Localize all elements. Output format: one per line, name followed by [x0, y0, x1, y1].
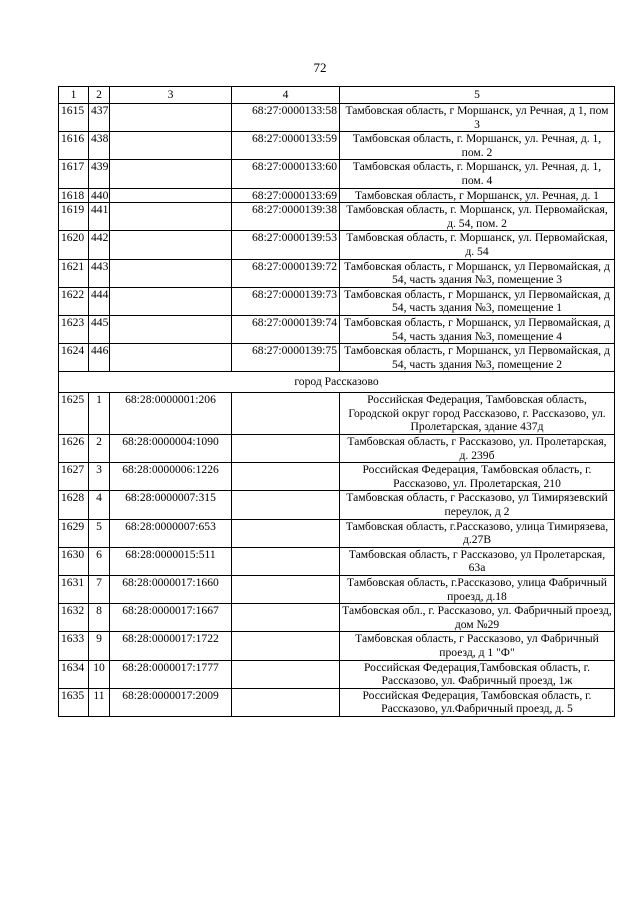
cadastral-number-cell: 68:28:0000017:1660: [110, 576, 232, 604]
cadastral-number-alt-cell: 68:27:0000133:59: [232, 132, 340, 160]
address-cell: Российская Федерация, Тамбовская область, г. Рассказово, ул.Фабричный проезд, д. 5: [340, 688, 615, 716]
local-number-cell: 441: [89, 203, 110, 231]
local-number-cell: 438: [89, 132, 110, 160]
cadastral-number-cell: [110, 203, 232, 231]
cadastral-number-cell: [110, 132, 232, 160]
local-number-cell: 444: [89, 287, 110, 315]
table-row: [59, 203, 615, 231]
local-number-cell: 10: [89, 660, 110, 688]
table-row: [59, 632, 615, 660]
row-number-cell: 1622: [59, 287, 89, 315]
address-cell: Тамбовская обл., г. Рассказово, ул. Фабричный проезд, дом №29: [340, 604, 615, 632]
address-cell: Тамбовская область, г.Рассказово, улица Фабричный проезд, д.18: [340, 576, 615, 604]
cadastral-number-cell: 68:28:0000001:206: [110, 393, 232, 435]
row-number-cell: 1633: [59, 632, 89, 660]
table-row: [59, 104, 615, 132]
address-cell: Тамбовская область, г Рассказово, ул. Пролетарская, д. 239б: [340, 435, 615, 463]
row-number-cell: 1623: [59, 315, 89, 343]
local-number-cell: 4: [89, 491, 110, 519]
table-row: [59, 519, 615, 547]
row-number-cell: 1624: [59, 344, 89, 372]
cadastral-number-cell: 68:28:0000017:1777: [110, 660, 232, 688]
row-number-cell: 1620: [59, 231, 89, 259]
cadastral-number-cell: [110, 188, 232, 203]
local-number-cell: 440: [89, 188, 110, 203]
cadastral-number-alt-cell: 68:27:0000133:58: [232, 104, 340, 132]
local-number-cell: 8: [89, 604, 110, 632]
table-row: [59, 315, 615, 343]
cadastral-number-alt-cell: [232, 519, 340, 547]
table-row: [59, 231, 615, 259]
cadastral-number-alt-cell: [232, 604, 340, 632]
cadastral-number-alt-cell: 68:27:0000133:69: [232, 188, 340, 203]
row-number-cell: 1629: [59, 519, 89, 547]
row-number-cell: 1628: [59, 491, 89, 519]
table-row: [59, 576, 615, 604]
cadastral-number-cell: [110, 344, 232, 372]
address-cell: Тамбовская область, г Моршанск, ул Первомайская, д 54, часть здания №3, помещение 1: [340, 287, 615, 315]
section-heading-row: [59, 372, 615, 393]
local-number-cell: 6: [89, 547, 110, 575]
cadastral-number-alt-cell: [232, 435, 340, 463]
table-row: [59, 160, 615, 188]
cadastral-number-alt-cell: [232, 463, 340, 491]
local-number-cell: 5: [89, 519, 110, 547]
table-row: [59, 132, 615, 160]
address-cell: Тамбовская область, г Моршанск, ул Первомайская, д 54, часть здания №3, помещение 2: [340, 344, 615, 372]
cadastral-number-cell: [110, 315, 232, 343]
cadastral-number-cell: 68:28:0000017:1722: [110, 632, 232, 660]
address-cell: Российская Федерация, Тамбовская область, г. Рассказово, ул. Пролетарская, 210: [340, 463, 615, 491]
address-cell: Тамбовская область, г Моршанск, ул Речная, д 1, пом 3: [340, 104, 615, 132]
local-number-cell: 445: [89, 315, 110, 343]
table-row: [59, 463, 615, 491]
address-cell: Тамбовская область, г Рассказово, ул Фабричный проезд, д 1 "Ф": [340, 632, 615, 660]
cadastral-number-cell: 68:28:0000015:511: [110, 547, 232, 575]
address-cell: Тамбовская область, г. Моршанск, ул. Первомайская, д. 54, пом. 2: [340, 203, 615, 231]
cadastral-number-cell: 68:28:0000017:1667: [110, 604, 232, 632]
cadastral-number-alt-cell: 68:27:0000139:74: [232, 315, 340, 343]
address-cell: Российская Федерация,Тамбовская область, г. Рассказово, ул. Фабричный проезд, 1ж: [340, 660, 615, 688]
cadastral-number-alt-cell: 68:27:0000139:75: [232, 344, 340, 372]
cadastral-number-cell: [110, 287, 232, 315]
header-cell: 2: [89, 87, 110, 104]
row-number-cell: 1634: [59, 660, 89, 688]
table-row: [59, 188, 615, 203]
header-cell: 5: [340, 87, 615, 104]
local-number-cell: 446: [89, 344, 110, 372]
local-number-cell: 7: [89, 576, 110, 604]
cadastral-number-alt-cell: 68:27:0000139:72: [232, 259, 340, 287]
row-number-cell: 1617: [59, 160, 89, 188]
local-number-cell: 3: [89, 463, 110, 491]
row-number-cell: 1631: [59, 576, 89, 604]
cadastral-number-cell: [110, 231, 232, 259]
address-cell: Тамбовская область, г.Рассказово, улица Тимирязева, д.27В: [340, 519, 615, 547]
local-number-cell: 443: [89, 259, 110, 287]
row-number-cell: 1630: [59, 547, 89, 575]
cadastral-number-alt-cell: [232, 576, 340, 604]
local-number-cell: 442: [89, 231, 110, 259]
cadastral-number-alt-cell: 68:27:0000133:60: [232, 160, 340, 188]
page-number: 72: [313, 60, 327, 75]
address-cell: Тамбовская область, г. Моршанск, ул. Речная, д. 1, пом. 2: [340, 132, 615, 160]
local-number-cell: 2: [89, 435, 110, 463]
local-number-cell: 9: [89, 632, 110, 660]
cadastral-number-alt-cell: [232, 660, 340, 688]
cadastral-number-cell: [110, 160, 232, 188]
address-cell: Тамбовская область, г Рассказово, ул Тимирязевский переулок, д 2: [340, 491, 615, 519]
cadastral-number-alt-cell: 68:27:0000139:38: [232, 203, 340, 231]
table-row: [59, 435, 615, 463]
header-cell: 3: [110, 87, 232, 104]
cadastral-number-cell: [110, 259, 232, 287]
row-number-cell: 1618: [59, 188, 89, 203]
row-number-cell: 1625: [59, 393, 89, 435]
cadastral-number-cell: 68:28:0000017:2009: [110, 688, 232, 716]
header-row: [59, 87, 615, 104]
header-cell: 1: [59, 87, 89, 104]
header-cell: 4: [232, 87, 340, 104]
address-cell: Тамбовская область, г. Моршанск, ул. Речная, д. 1, пом. 4: [340, 160, 615, 188]
section-heading: город Рассказово: [59, 372, 615, 393]
address-cell: Тамбовская область, г Рассказово, ул Пролетарская, 63а: [340, 547, 615, 575]
cadastral-number-alt-cell: [232, 632, 340, 660]
cadastral-number-cell: 68:28:0000006:1226: [110, 463, 232, 491]
table-row: [59, 344, 615, 372]
cadastral-number-cell: 68:28:0000007:315: [110, 491, 232, 519]
cadastral-number-alt-cell: [232, 688, 340, 716]
cadastral-number-cell: 68:28:0000007:653: [110, 519, 232, 547]
cadastral-number-cell: 68:28:0000004:1090: [110, 435, 232, 463]
row-number-cell: 1621: [59, 259, 89, 287]
row-number-cell: 1635: [59, 688, 89, 716]
cadastral-number-alt-cell: [232, 393, 340, 435]
local-number-cell: 11: [89, 688, 110, 716]
cadastral-number-alt-cell: 68:27:0000139:53: [232, 231, 340, 259]
cadastral-number-alt-cell: [232, 547, 340, 575]
address-cell: Российская Федерация, Тамбовская область, Городской округ город Рассказово, г. Рассказово, ул. Пролетарская, здание 437д: [340, 393, 615, 435]
registry-table: [58, 86, 615, 717]
table-row: [59, 604, 615, 632]
row-number-cell: 1619: [59, 203, 89, 231]
local-number-cell: 437: [89, 104, 110, 132]
local-number-cell: 439: [89, 160, 110, 188]
local-number-cell: 1: [89, 393, 110, 435]
address-cell: Тамбовская область, г Моршанск, ул Первомайская, д 54, часть здания №3, помещение 4: [340, 315, 615, 343]
table-row: [59, 287, 615, 315]
row-number-cell: 1616: [59, 132, 89, 160]
cadastral-number-alt-cell: [232, 491, 340, 519]
row-number-cell: 1627: [59, 463, 89, 491]
row-number-cell: 1632: [59, 604, 89, 632]
table-row: [59, 259, 615, 287]
table-row: [59, 660, 615, 688]
address-cell: Тамбовская область, г. Моршанск, ул. Первомайская, д. 54: [340, 231, 615, 259]
cadastral-number-cell: [110, 104, 232, 132]
row-number-cell: 1626: [59, 435, 89, 463]
address-cell: Тамбовская область, г Моршанск, ул. Речная, д. 1: [340, 188, 615, 203]
table-row: [59, 547, 615, 575]
address-cell: Тамбовская область, г Моршанск, ул Первомайская, д 54, часть здания №3, помещение 3: [340, 259, 615, 287]
table-row: [59, 688, 615, 716]
table-row: [59, 491, 615, 519]
table-row: [59, 393, 615, 435]
cadastral-number-alt-cell: 68:27:0000139:73: [232, 287, 340, 315]
row-number-cell: 1615: [59, 104, 89, 132]
